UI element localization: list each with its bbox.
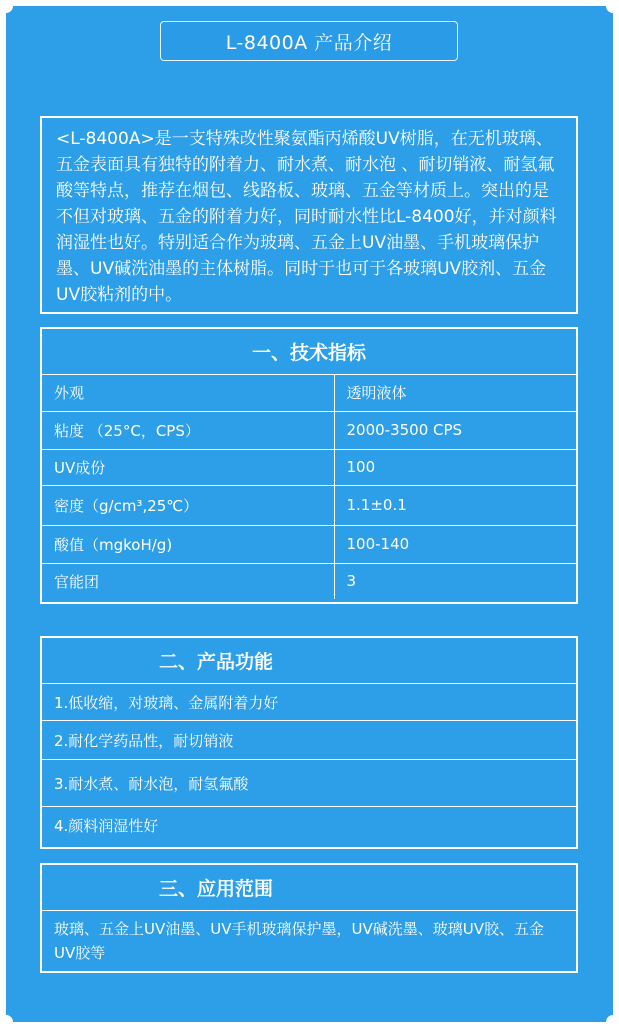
specs-table bbox=[42, 375, 576, 599]
table-row bbox=[42, 485, 576, 525]
spec-value: 透明液体 bbox=[346, 384, 407, 403]
spec-name: 酸值（mgkoH/g) bbox=[42, 525, 334, 563]
specs-section bbox=[40, 327, 578, 604]
content-panel bbox=[6, 6, 613, 1022]
spec-value: 3 bbox=[334, 563, 576, 599]
table-row bbox=[42, 375, 576, 411]
list-item: 2.耐化学药品性，耐切销液 bbox=[42, 720, 576, 759]
list-item: 4.颜料润湿性好 bbox=[42, 806, 576, 843]
spec-name: UV成份 bbox=[42, 449, 334, 485]
table-row bbox=[42, 411, 576, 449]
list-item: 1.低收缩，对玻璃、金属附着力好 bbox=[54, 693, 279, 712]
spec-value: 2000-3500 CPS bbox=[334, 411, 576, 449]
features-heading: 二、产品功能 bbox=[42, 638, 576, 684]
table-row bbox=[42, 449, 576, 485]
applications-text: 玻璃、五金上UV油墨、UV手机玻璃保护墨，UV碱洗墨、玻璃UV胶、五金UV胶等 bbox=[54, 920, 544, 962]
page-title: L-8400A 产品介绍 bbox=[160, 21, 458, 61]
corner-decoration bbox=[606, 0, 619, 13]
spec-value: 100-140 bbox=[334, 525, 576, 563]
list-item: 3.耐水煮、耐水泡，耐氢氟酸 bbox=[42, 759, 576, 806]
specs-heading: 一、技术指标 bbox=[42, 329, 576, 375]
applications-section bbox=[40, 863, 578, 973]
product-intro: <L-8400A>是一支特殊改性聚氨酯丙烯酸UV树脂，在无机玻璃、五金表面具有独特的附着力、耐水煮、耐水泡 、耐切销液、耐氢氟酸等特点，推荐在烟包、线路板、玻璃、五金等材质上。突出的是不但对玻璃、五金的附着力好，同时耐水性比L-8400好，并对颜料润湿性也好。特别适合作为玻璃、五金上UV油墨、手机玻璃保护墨、UV碱洗油墨的主体树脂。同时于也可于各玻璃UV胶剂、五金UV胶粘剂的中。 bbox=[40, 116, 578, 314]
corner-decoration bbox=[0, 1015, 13, 1029]
corner-decoration bbox=[0, 0, 13, 13]
applications-heading: 三、应用范围 bbox=[42, 865, 576, 911]
features-section bbox=[40, 636, 578, 849]
spec-name: 官能团 bbox=[42, 563, 334, 599]
table-row bbox=[42, 563, 576, 599]
spec-name: 粘度 （25°C，CPS） bbox=[42, 411, 334, 449]
spec-name: 外观 bbox=[42, 375, 334, 411]
spec-value: 100 bbox=[334, 449, 576, 485]
corner-decoration bbox=[606, 1015, 619, 1029]
table-row bbox=[42, 525, 576, 563]
spec-value: 1.1±0.1 bbox=[334, 485, 576, 525]
spec-name: 密度（g/cm³,25℃） bbox=[42, 485, 334, 525]
